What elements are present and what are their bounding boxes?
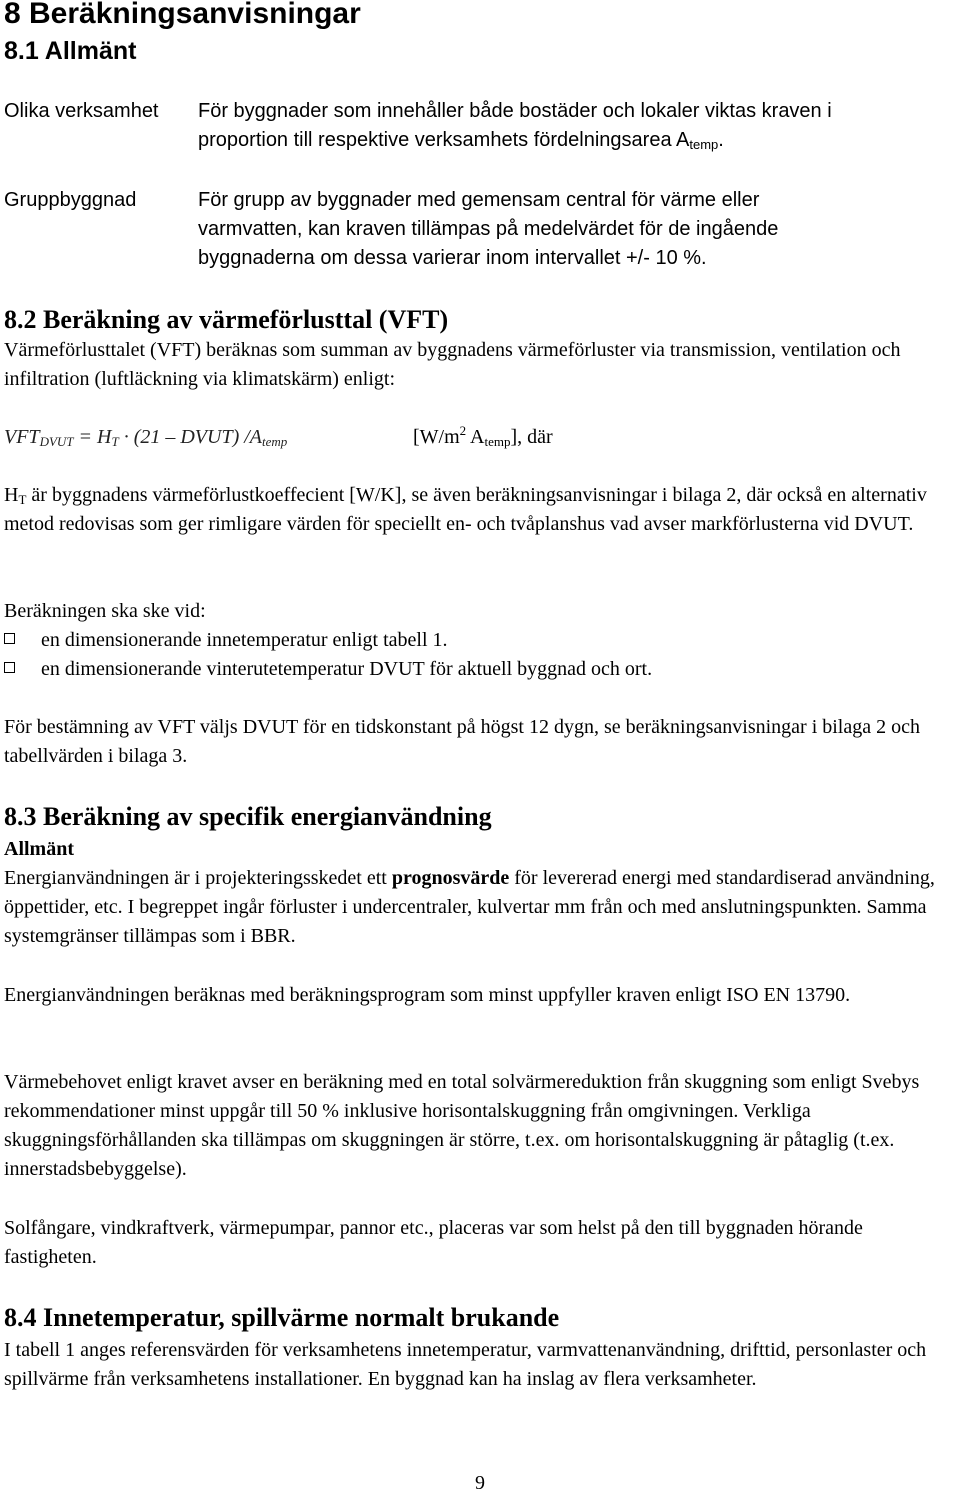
vft-formula <box>4 423 287 452</box>
definition-line: varmvatten, kan kraven tillämpas på medelvärdet för de ingående <box>198 218 779 240</box>
term-olika-verksamhet: Olika verksamhet <box>4 100 159 122</box>
checkbox-bullet-icon <box>4 633 15 644</box>
heading-8-2: 8.2 Beräkning av värmeförlusttal (VFT) <box>4 305 449 334</box>
heading-8-4: 8.4 Innetemperatur, spillvärme normalt brukande <box>4 1303 560 1332</box>
formula-unit: [$W/m^2$ $A_{temp}$], där <box>413 423 553 449</box>
definition-gruppbyggnad <box>198 186 958 273</box>
definition-line: För byggnader som innehåller både bostäder och lokaler viktas kraven i <box>198 100 832 122</box>
subheading-allmant: Allmänt <box>4 838 74 860</box>
energy-paragraph-3: Värmebehovet enligt kravet avser en beräkning med en total solvärmereduktion från skuggning som enligt Svebys rekommendationer minst uppgår till 50 % inklusive horisontalskuggning från omgivningen. Verkliga skuggningsförhållanden ska tillämpas om skuggningen är större, t.ex. om horisontalskuggning är påtaglig (t.ex. innerstadsbebyggelse). <box>4 1071 920 1180</box>
checkbox-bullet-icon <box>4 662 15 673</box>
formula-expression: $VFT_{DVUT} = H_T \cdot (21$ – DVUT) $/A_{temp}$ <box>4 426 288 449</box>
definition-olika-verksamhet <box>198 97 958 155</box>
definition-line: För grupp av byggnader med gemensam central för värme eller <box>198 189 760 211</box>
ht-paragraph: $H_T$ är byggnadens värmeförlustkoeffecient [W/K], se även beräkningsanvisningar i bilaga 2, där också en alternativ metod redovisas som ger rimligare värden för speciellt en- och tvåplanshus vad avser markförlusterna vid DVUT. <box>4 484 927 535</box>
energy-paragraph-2: Energianvändningen beräknas med beräkningsprogram som minst uppfyller kraven enligt ISO EN 13790. <box>4 984 851 1006</box>
definition-line: proportion till respektive verksamhets fördelningsarea $A_{temp}$. <box>198 129 724 152</box>
term-gruppbyggnad: Gruppbyggnad <box>4 189 137 211</box>
heading-8-3: 8.3 Beräkning av specifik energianvändning <box>4 802 492 831</box>
definition-line: byggnaderna om dessa varierar inom intervallet +/- 10 %. <box>198 247 707 269</box>
vft-intro: Värmeförlusttalet (VFT) beräknas som summan av byggnadens värmeförluster via transmission, ventilation och infiltration (luftläckning via klimatskärm) enligt: <box>4 339 901 390</box>
list-item: en dimensionerande innetemperatur enligt tabell 1. <box>4 626 954 655</box>
energy-paragraph-4: Solfångare, vindkraftverk, värmepumpar, pannor etc., placeras var som helst på den till byggnaden hörande fastigheten. <box>4 1217 863 1268</box>
page-number: 9 <box>475 1472 485 1494</box>
inne-paragraph: I tabell 1 anges referensvärden för verksamhetens innetemperatur, varmvattenanvändning, drifttid, personlaster och spillvärme från verksamhetens installationer. En byggnad kan ha inslag av flera verksamheter. <box>4 1339 927 1390</box>
calc-intro: Beräkningen ska ske vid: <box>4 600 206 622</box>
heading-8-1: 8.1 Allmänt <box>4 37 137 65</box>
dvut-paragraph: För bestämning av VFT väljs DVUT för en tidskonstant på högst 12 dygn, se beräkningsanvisningar i bilaga 2 och tabellvärden i bilaga 3. <box>4 716 920 767</box>
calc-list <box>4 626 954 684</box>
heading-8: 8 Beräkningsanvisningar <box>4 0 361 30</box>
list-item: en dimensionerande vinterutetemperatur DVUT för aktuell byggnad och ort. <box>4 655 954 684</box>
energy-paragraph-1: Energianvändningen är i projekteringsskedet ett prognosvärde för levererad energi med standardiserad användning, öppettider, etc. I begreppet ingår förluster i undercentraler, kulvertar mm från och med anslutningspunkten. Samma systemgränser tillämpas som i BBR. <box>4 867 935 947</box>
